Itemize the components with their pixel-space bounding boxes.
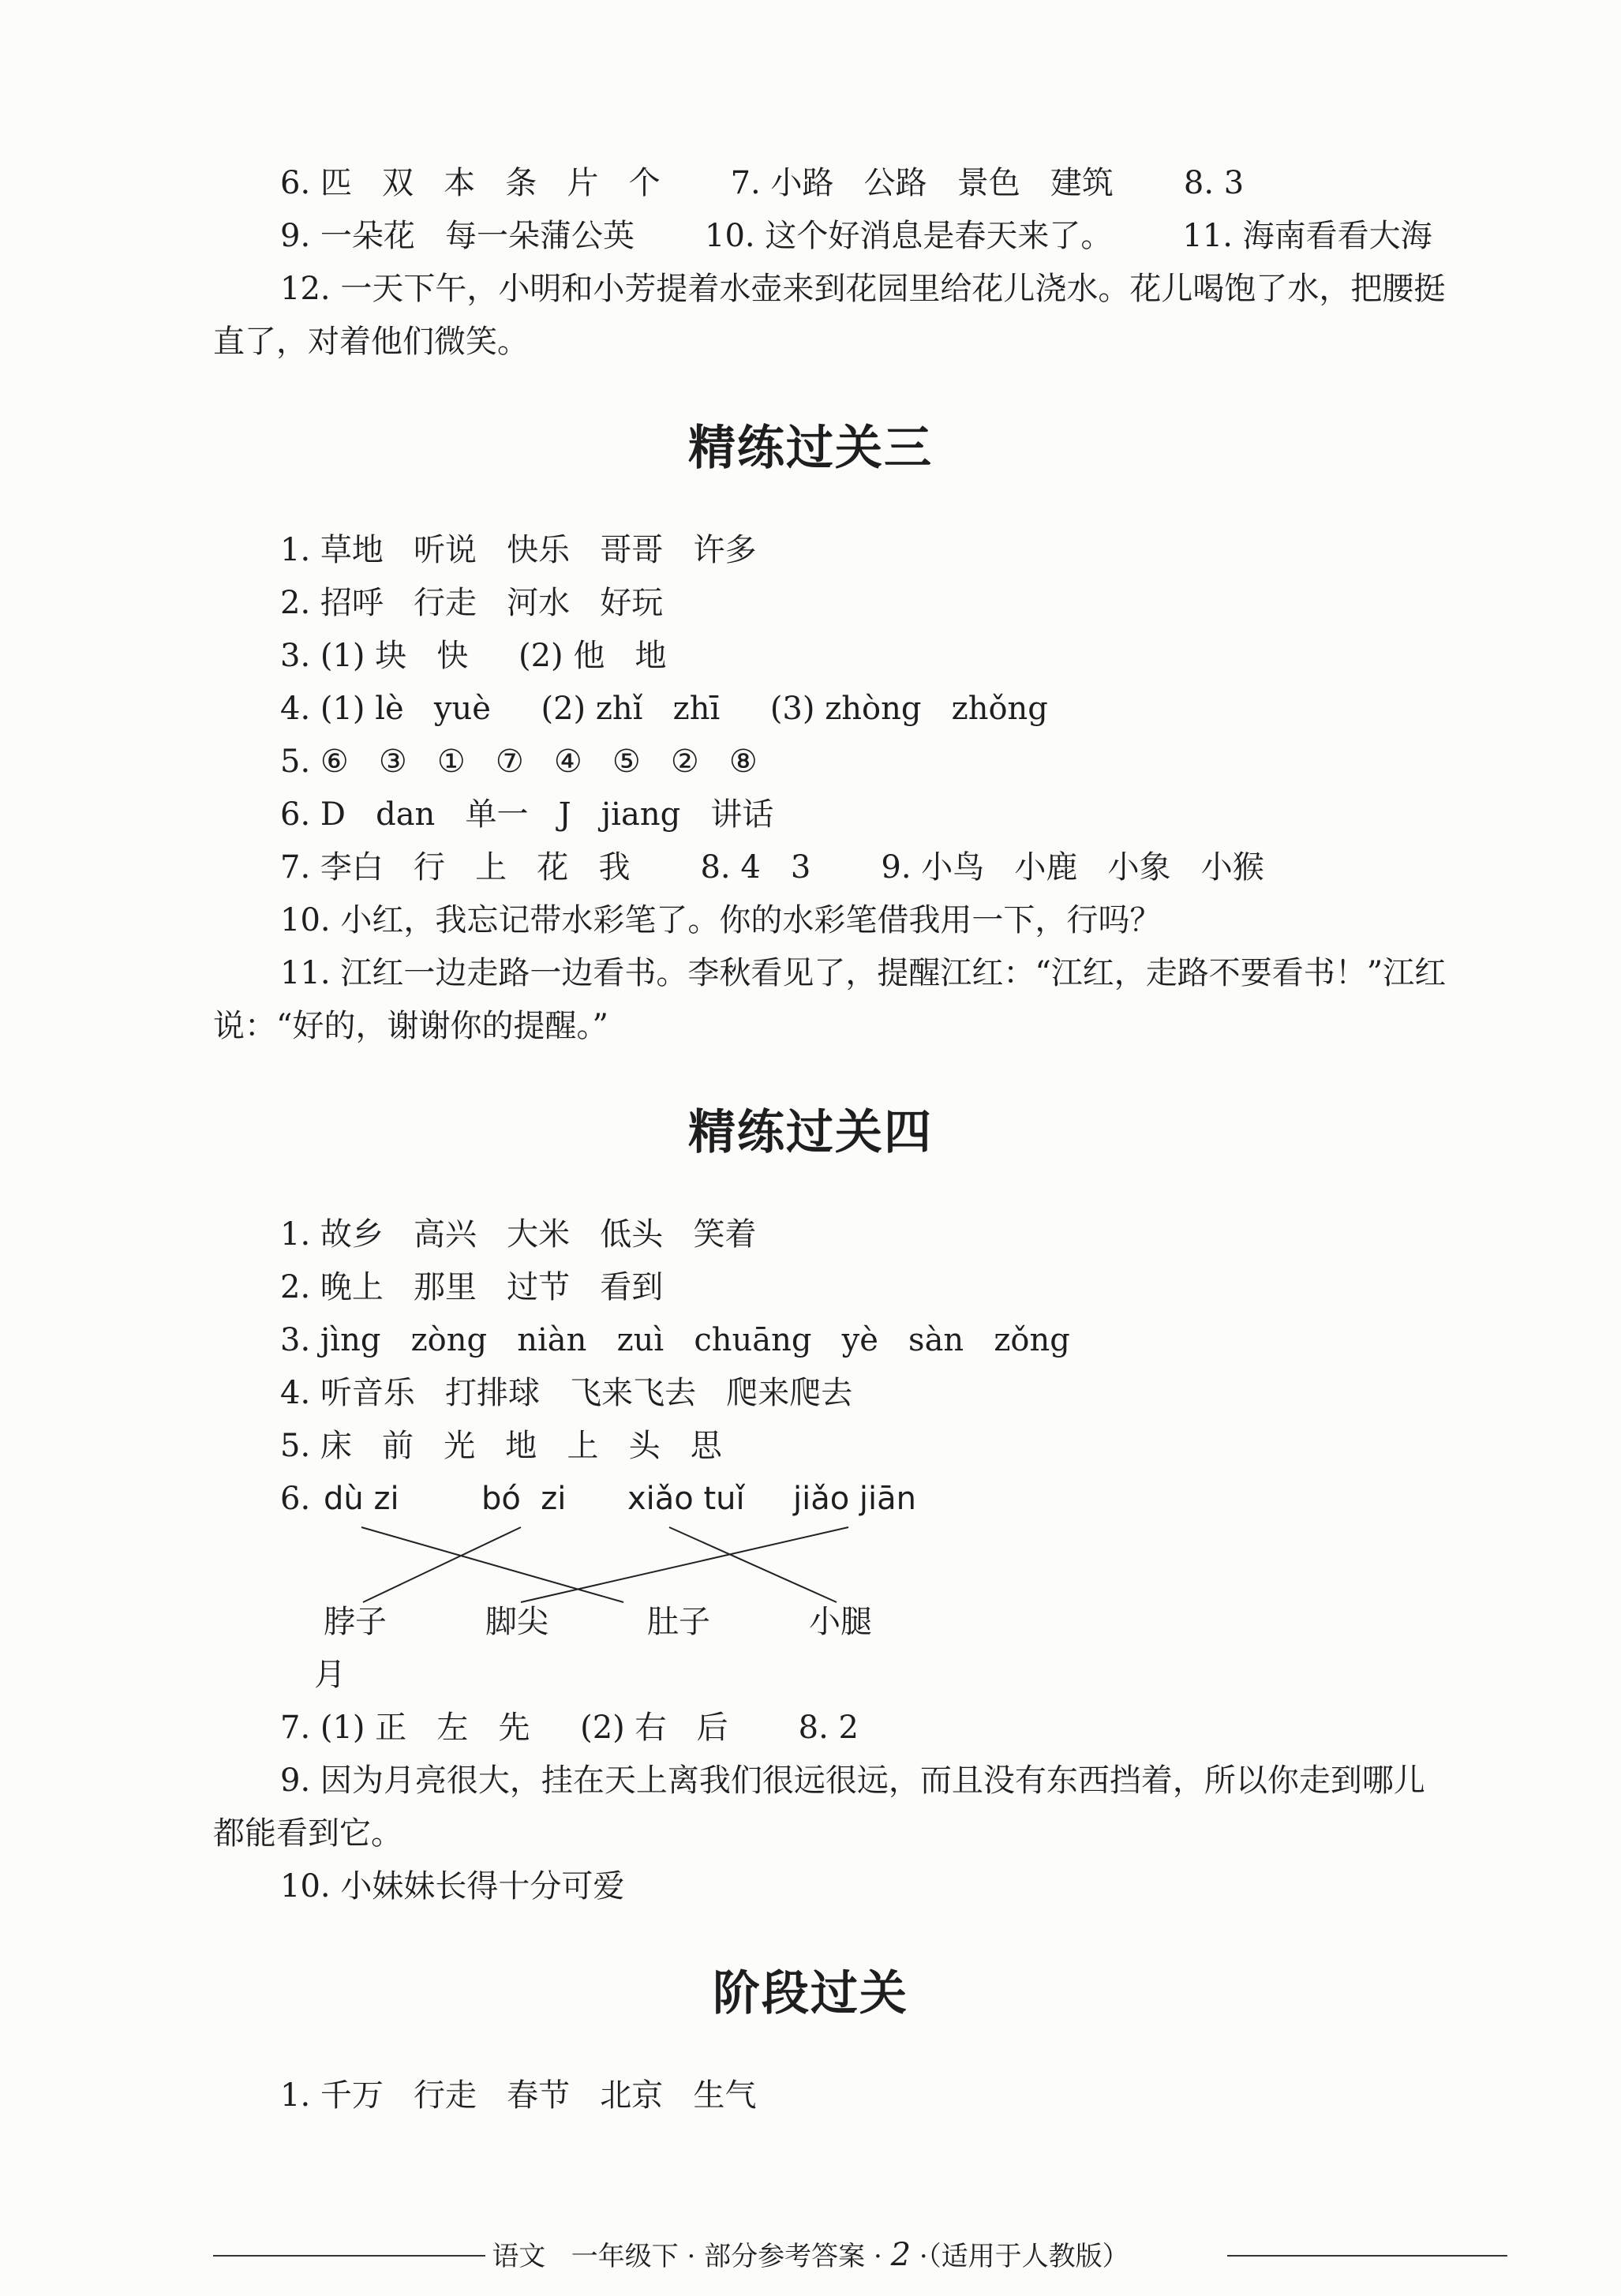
answer-line: 7. 李白 行 上 花 我 8. 4 3 9. 小鸟 小鹿 小象 小猴 (280, 849, 1264, 886)
word-item: 脚尖 (485, 1604, 548, 1640)
answer-line: 6. D dan 单一 J jiang 讲话 (280, 796, 774, 833)
answer-line: 4. 听音乐 打排球 飞来飞去 爬来爬去 (280, 1375, 853, 1411)
footer-left: 语文 一年级下 · 部分参考答案 · (492, 2241, 891, 2272)
answer-line: 10. 小红，我忘记带水彩笔了。你的水彩笔借我用一下，行吗？ (280, 902, 1162, 938)
answer-line: 2. 招呼 行走 河水 好玩 (280, 585, 664, 621)
section-title: 阶段过关 (713, 1966, 908, 2021)
answer-line: 说：“好的，谢谢你的提醒。” (213, 1008, 608, 1044)
word-item: 月 (314, 1657, 346, 1693)
section-title: 精练过关四 (688, 1105, 933, 1160)
answer-line: 4. (1) lè yuè (2) zhǐ zhī (3) zhòng zhǒng (280, 691, 1048, 727)
section-title: 精练过关三 (688, 421, 933, 476)
answer-line: 10. 小妹妹长得十分可爱 (280, 1868, 625, 1905)
pinyin-item: jiǎo jiān (793, 1481, 917, 1517)
answer-line: 6. 匹 双 本 条 片 个 7. 小路 公路 景色 建筑 8. 3 (280, 165, 1245, 201)
answer-line: 1. 故乡 高兴 大米 低头 笑着 (280, 1216, 757, 1253)
answer-line: 2. 晚上 那里 过节 看到 (280, 1269, 664, 1305)
answer-line: 直了，对着他们微笑。 (213, 324, 529, 360)
answer-line: 3. jìng zòng niàn zuì chuāng yè sàn zǒng (280, 1322, 1070, 1358)
word-item: 小腿 (809, 1604, 872, 1640)
answer-line: 5. 床 前 光 地 上 头 思 (280, 1428, 722, 1464)
page-number: 2 (890, 2237, 912, 2273)
question-number: 6. (280, 1481, 311, 1517)
answer-line: 11. 江红一边走路一边看书。李秋看见了，提醒江红：“江红，走路不要看书！”江红 (280, 955, 1447, 991)
word-item: 肚子 (647, 1604, 710, 1640)
answer-line: 7. (1) 正 左 先 (2) 右 后 8. 2 (280, 1710, 859, 1746)
pinyin-item: dù zi (324, 1481, 399, 1517)
answer-line: 3. (1) 块 快 (2) 他 地 (280, 638, 667, 674)
footer-right: ·（适用于人教版） (911, 2241, 1129, 2272)
pinyin-item: xiǎo tuǐ (627, 1481, 745, 1517)
answer-line: 1. 草地 听说 快乐 哥哥 许多 (280, 532, 757, 568)
answer-line: 5. ⑥ ③ ① ⑦ ④ ⑤ ② ⑧ (280, 743, 758, 780)
answer-line: 12. 一天下午，小明和小芳提着水壶来到花园里给花儿浇水。花儿喝饱了水，把腰挺 (280, 271, 1446, 307)
answer-line: 9. 因为月亮很大，挂在天上离我们很远很远，而且没有东西挡着，所以你走到哪儿 (280, 1762, 1425, 1799)
answer-line: 1. 千万 行走 春节 北京 生气 (280, 2077, 757, 2114)
answer-line: 9. 一朵花 每一朵蒲公英 10. 这个好消息是春天来了。 11. 海南看看大海 (280, 218, 1432, 254)
word-item: 脖子 (324, 1604, 387, 1640)
page-footer (0, 2238, 1621, 2274)
answer-line: 都能看到它。 (213, 1815, 402, 1852)
pinyin-item: bó zi (481, 1481, 567, 1517)
